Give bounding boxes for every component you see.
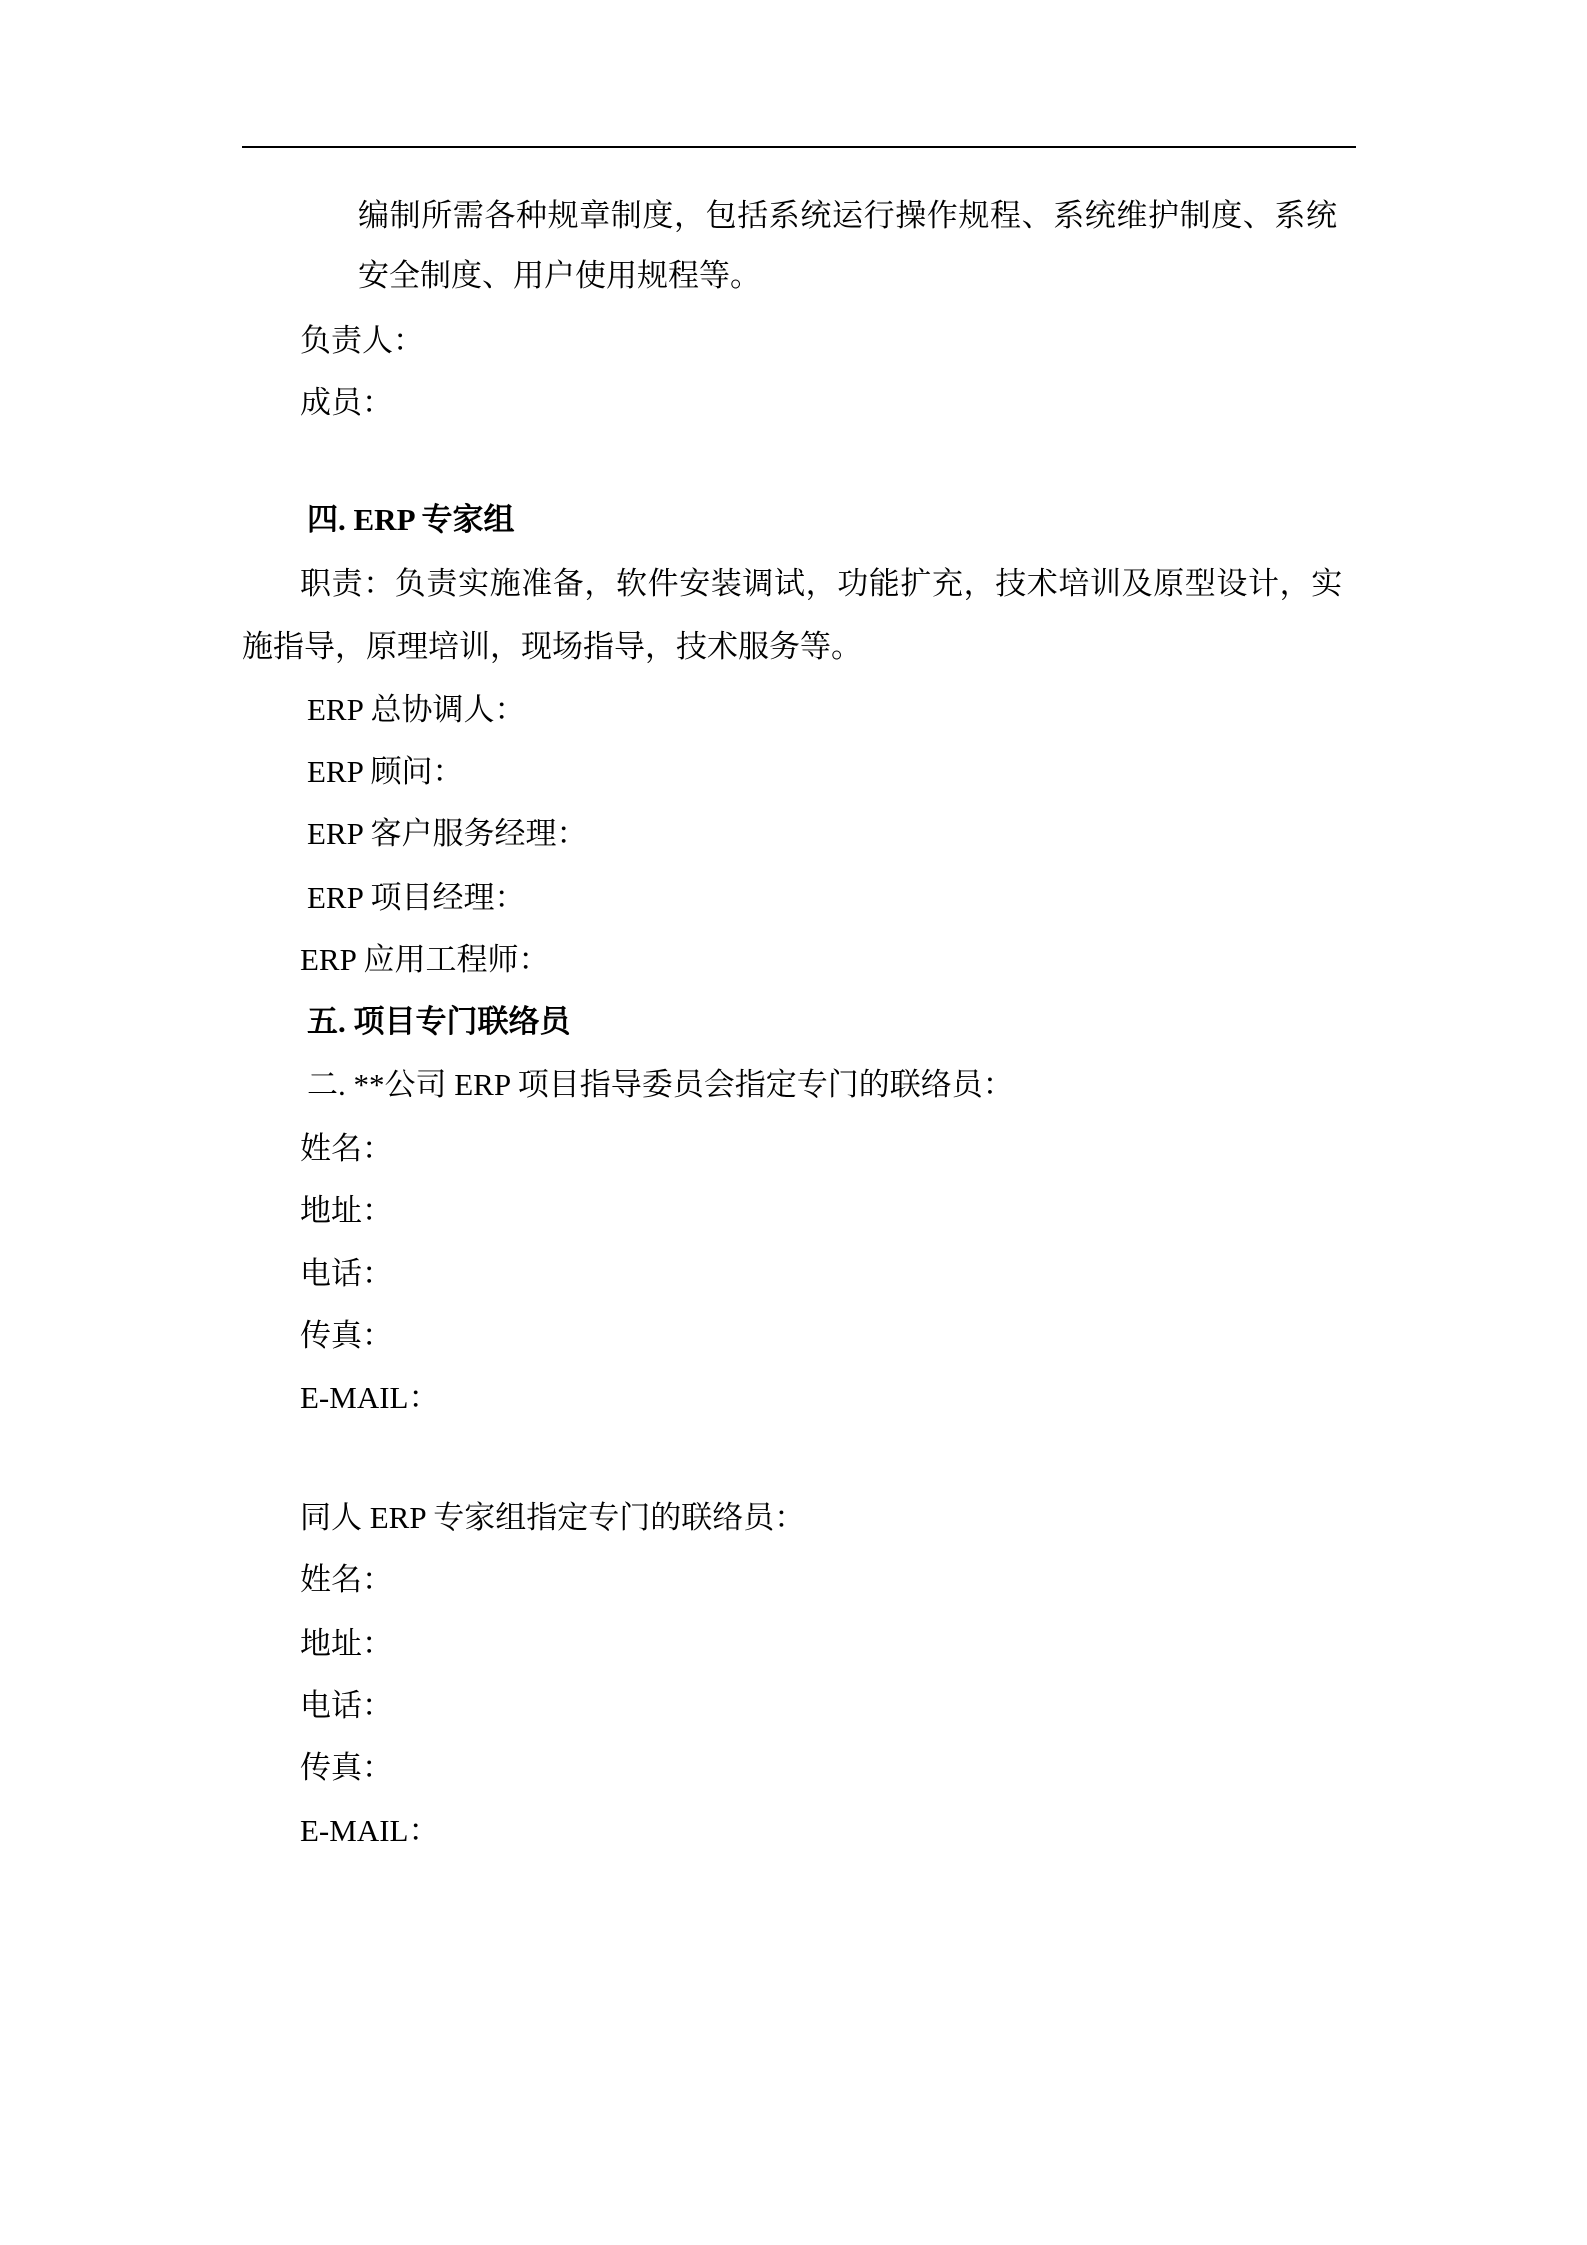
field-label: 成员： <box>300 385 393 420</box>
paragraph-line: 职责：负责实施准备，软件安装调试，功能扩充，技术培训及原型设计，实 <box>300 566 1343 601</box>
field-label: 负责人： <box>300 323 424 358</box>
field-label: E-MAIL： <box>300 1380 440 1415</box>
paragraph-line: 二. **公司 ERP 项目指导委员会指定专门的联络员： <box>307 1067 1014 1102</box>
field-label: 地址： <box>300 1193 393 1228</box>
field-label: 姓名： <box>300 1131 393 1166</box>
field-label: ERP 应用工程师： <box>300 942 550 977</box>
field-label: 姓名： <box>300 1562 393 1597</box>
field-label: ERP 客户服务经理： <box>307 816 588 851</box>
field-label: 电话： <box>300 1688 393 1723</box>
section-heading: 四. ERP 专家组 <box>307 502 515 537</box>
field-label: 传真： <box>300 1750 393 1785</box>
field-label: ERP 总协调人： <box>307 692 526 727</box>
field-label: E-MAIL： <box>300 1813 440 1848</box>
field-label: 电话： <box>300 1256 393 1291</box>
paragraph-line: 安全制度、用户使用规程等。 <box>358 258 761 293</box>
paragraph-line: 同人 ERP 专家组指定专门的联络员： <box>300 1500 806 1535</box>
paragraph-line: 编制所需各种规章制度，包括系统运行操作规程、系统维护制度、系统 <box>358 198 1338 233</box>
field-label: ERP 顾问： <box>307 754 464 789</box>
field-label: 传真： <box>300 1318 393 1353</box>
header-rule <box>242 146 1356 148</box>
field-label: 地址： <box>300 1626 393 1661</box>
field-label: ERP 项目经理： <box>307 880 526 915</box>
section-heading: 五. 项目专门联络员 <box>307 1004 571 1039</box>
paragraph-line: 施指导，原理培训，现场指导，技术服务等。 <box>242 629 862 664</box>
